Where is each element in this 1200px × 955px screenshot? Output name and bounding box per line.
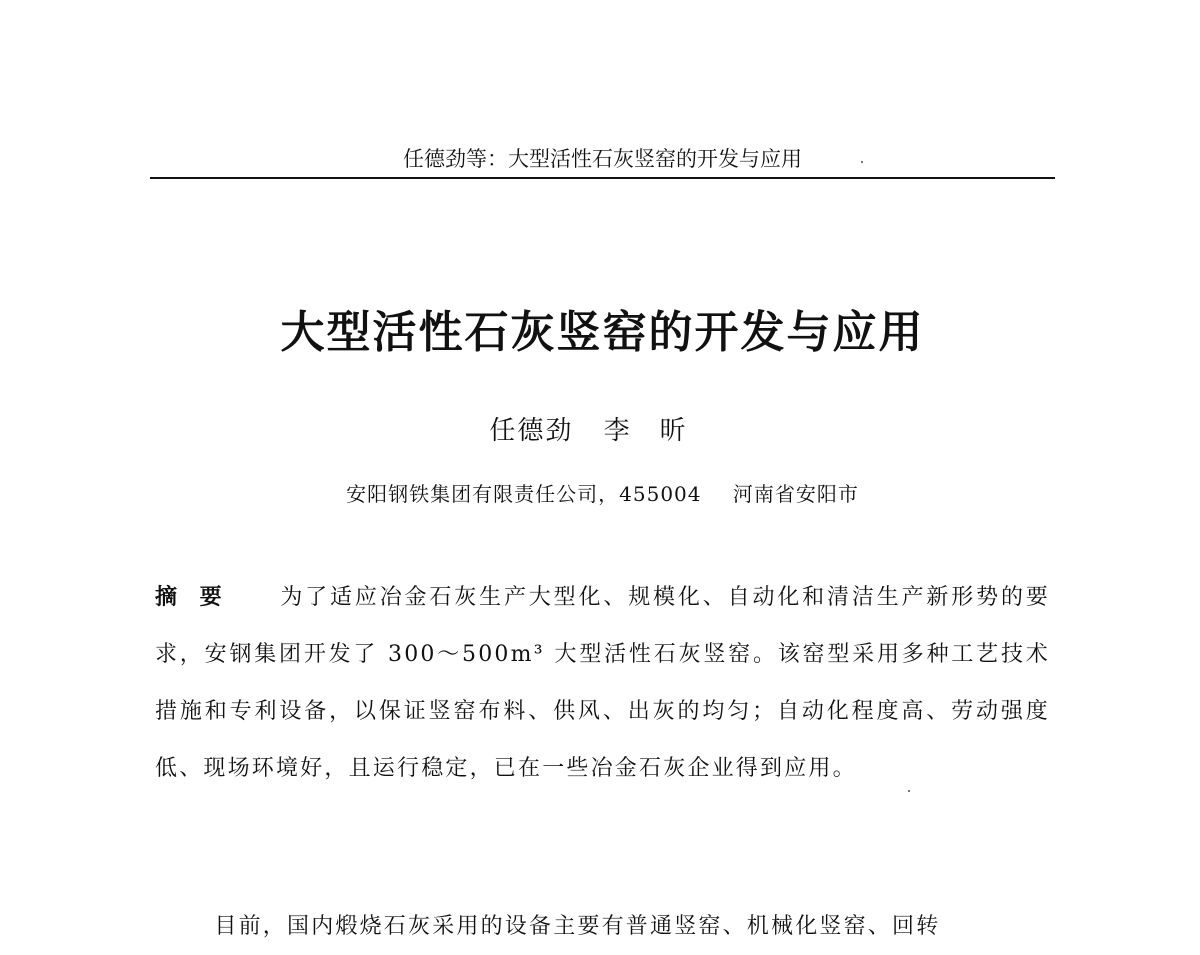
affiliation-location: 河南省安阳市 [732, 482, 859, 506]
header-rule [150, 177, 1055, 179]
abstract-text: 为了适应冶金石灰生产大型化、规模化、自动化和清洁生产新形势的要求，安钢集团开发了 300～500m³ 大型活性石灰竖窑。该窑型采用多种工艺技术措施和专利设备，以保证竖窑布料、供风、出灰的均匀；自动化程度高、劳动强度低、现场环境好，且运行稳定，已在一些冶金石灰企业得到应用。 [155, 585, 1050, 781]
affiliation-org: 安阳钢铁集团有限责任公司，455004 [346, 482, 702, 506]
abstract [155, 569, 1050, 797]
abstract-label: 摘要 [155, 585, 245, 610]
author-name: 李昕 [603, 416, 716, 446]
author-list [150, 410, 1055, 447]
body-paragraph: 目前，国内煅烧石灰采用的设备主要有普通竖窑、机械化竖窑、回转 [214, 914, 941, 939]
author-name: 任德劲 [489, 416, 574, 446]
scan-speck [908, 790, 910, 792]
scan-speck [861, 161, 863, 163]
paper-title: 大型活性石灰竖窑的开发与应用 [280, 307, 925, 358]
running-header: 任德劲等：大型活性石灰竖窑的开发与应用 [403, 147, 802, 171]
affiliation [150, 478, 1055, 507]
